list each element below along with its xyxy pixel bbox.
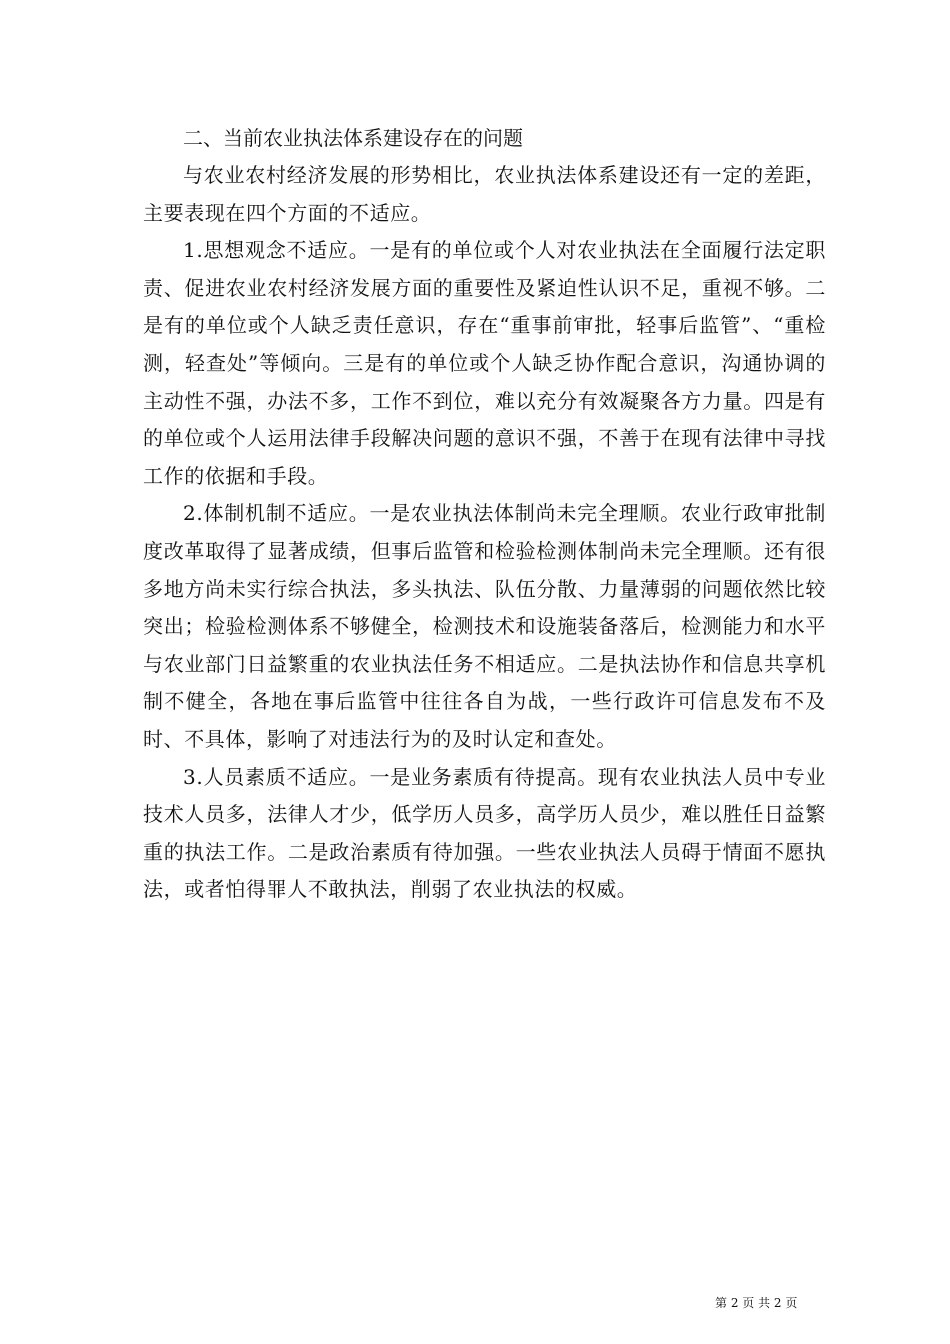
- section-heading: 二、当前农业执法体系建设存在的问题: [183, 126, 523, 150]
- page-number-footer: 第 2 页 共 2 页: [715, 1296, 798, 1310]
- paragraph-personnel: 3.人员素质不适应。一是业务素质有待提高。现有农业执法人员中专业技术人员多，法律人才少，低学历人员多，高学历人员少，难以胜任日益繁重的执法工作。二是政治素质有待加强。一些农业执法人员碍于情面不愿执法，或者怕得罪人不敢执法，削弱了农业执法的权威。: [143, 764, 826, 902]
- paragraph-system: 2.体制机制不适应。一是农业执法体制尚未完全理顺。农业行政审批制度改革取得了显著成绩，但事后监管和检验检测体制尚未完全理顺。还有很多地方尚未实行综合执法，多头执法、队伍分散、力量薄弱的问题依然比较突出；检验检测体系不够健全，检测技术和设施装备落后，检测能力和水平与农业部门日益繁重的农业执法任务不相适应。二是执法协作和信息共享机制不健全，各地在事后监管中往往各自为战，一些行政许可信息发布不及时、不具体，影响了对违法行为的及时认定和查处。: [143, 501, 826, 751]
- paragraph-intro: 与农业农村经济发展的形势相比，农业执法体系建设还有一定的差距，主要表现在四个方面的不适应。: [143, 163, 826, 225]
- paragraph-ideology: 1.思想观念不适应。一是有的单位或个人对农业执法在全面履行法定职责、促进农业农村经济发展方面的重要性及紧迫性认识不足，重视不够。二是有的单位或个人缺乏责任意识，存在“重事前审批，轻事后监管”、“重检测，轻查处”等倾向。三是有的单位或个人缺乏协作配合意识，沟通协调的主动性不强，办法不多，工作不到位，难以充分有效凝聚各方力量。四是有的单位或个人运用法律手段解决问题的意识不强，不善于在现有法律中寻找工作的依据和手段。: [143, 238, 826, 488]
- document-body: [143, 120, 826, 909]
